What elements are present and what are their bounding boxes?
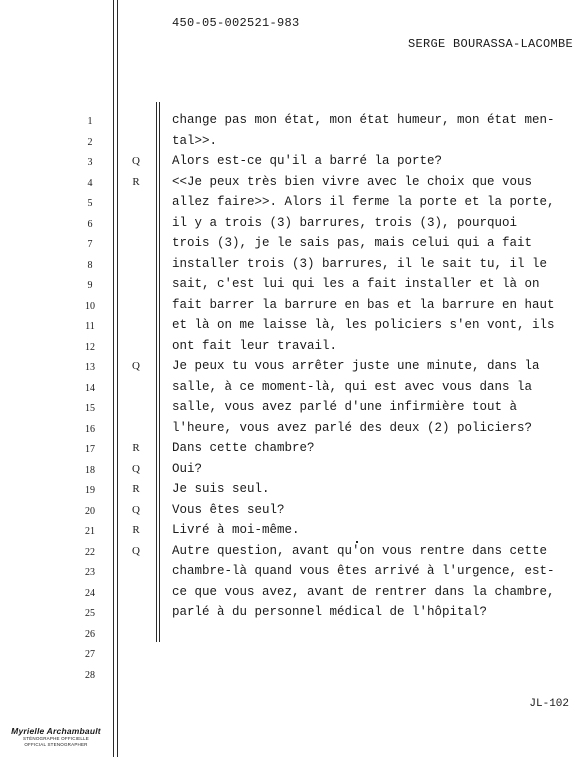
line-number: 15 bbox=[85, 403, 95, 414]
line-number: 6 bbox=[87, 218, 93, 230]
line-number: 13 bbox=[85, 362, 95, 373]
speaker-label: Q bbox=[132, 155, 140, 167]
speaker-label: Q bbox=[132, 462, 140, 475]
line-number: 10 bbox=[85, 300, 95, 312]
transcript-line: Dans cette chambre? bbox=[172, 441, 315, 455]
line-number: 2 bbox=[87, 136, 93, 148]
speaker-label: Q bbox=[132, 360, 140, 372]
transcript-line: Vous êtes seul? bbox=[172, 502, 285, 517]
line-number: 3 bbox=[87, 157, 93, 168]
line-number: 22 bbox=[85, 546, 95, 558]
line-number: 23 bbox=[85, 567, 95, 578]
line-number: 27 bbox=[85, 649, 95, 660]
transcript-line: sait, c'est lui qui les a fait installer et là on bbox=[172, 277, 540, 291]
line-number: 18 bbox=[85, 464, 95, 476]
transcript-line: l'heure, vous avez parlé des deux (2) policiers? bbox=[172, 420, 533, 435]
line-number: 8 bbox=[87, 259, 93, 271]
speaker-column-rule-right bbox=[159, 102, 160, 642]
line-number: 12 bbox=[85, 341, 95, 353]
line-number: 24 bbox=[85, 587, 95, 599]
speaker-label: R bbox=[132, 483, 140, 495]
speaker-label: R bbox=[132, 524, 140, 536]
transcript-line: parlé à du personnel médical de l'hôpital? bbox=[172, 605, 488, 619]
transcript-line: Oui? bbox=[172, 461, 203, 476]
transcript-line: Alors est-ce qu'il a barré la porte? bbox=[172, 154, 443, 168]
line-number: 17 bbox=[85, 444, 95, 455]
page-id: JL-102 bbox=[529, 698, 569, 710]
transcript-line: <<Je peux très bien vivre avec le choix que vous bbox=[172, 174, 533, 189]
transcript-line: salle, à ce moment-là, qui est avec vous dans la bbox=[172, 379, 533, 394]
line-number: 11 bbox=[85, 321, 95, 332]
transcript-line: allez faire>>. Alors il ferme la porte et la porte, bbox=[172, 195, 555, 209]
stenographer-stamp bbox=[2, 726, 110, 747]
transcript-line: ce que vous avez, avant de rentrer dans la chambre, bbox=[172, 584, 555, 599]
speaker-label: Q bbox=[132, 544, 140, 557]
stenographer-title-en: OFFICIAL STENOGRAPHER bbox=[24, 741, 88, 747]
line-number: 19 bbox=[85, 485, 95, 496]
line-number: 28 bbox=[85, 669, 95, 681]
line-number: 16 bbox=[85, 423, 95, 435]
transcript-line: et là on me laisse là, les policiers s'en vont, ils bbox=[172, 318, 555, 332]
stenographer-name: Myrielle Archambault bbox=[11, 726, 101, 736]
transcript-line: Autre question, avant qu'on vous rentre dans cette bbox=[172, 543, 548, 558]
transcript-line: tal>>. bbox=[172, 133, 218, 148]
stenographer-title-fr: STÉNOGRAPHE OFFICIELLE bbox=[23, 736, 89, 741]
line-number: 5 bbox=[87, 198, 93, 209]
transcript-line: Je peux tu vous arrêter juste une minute, dans la bbox=[172, 359, 540, 373]
witness-name: SERGE BOURASSA-LACOMBE bbox=[407, 37, 573, 51]
speaker-column-rule-left bbox=[156, 102, 157, 642]
speaker-label: R bbox=[132, 175, 140, 188]
line-number: 7 bbox=[87, 239, 93, 250]
margin-rule-left-outer bbox=[113, 0, 114, 757]
line-number: 25 bbox=[85, 608, 95, 619]
speaker-label: Q bbox=[132, 503, 140, 516]
transcript-line: ont fait leur travail. bbox=[172, 338, 338, 353]
line-number: 1 bbox=[87, 116, 93, 127]
transcript-line: installer trois (3) barrures, il le sait tu, il le bbox=[172, 256, 548, 271]
line-number: 20 bbox=[85, 505, 95, 517]
margin-rule-left-inner bbox=[117, 0, 118, 757]
transcript-line: fait barrer la barrure en bas et la barrure en haut bbox=[172, 297, 555, 312]
line-number: 14 bbox=[85, 382, 95, 394]
line-number: 21 bbox=[85, 526, 95, 537]
transcript-line: il y a trois (3) barrures, trois (3), pourquoi bbox=[172, 215, 518, 230]
line-number: 26 bbox=[85, 628, 95, 640]
transcript-line: Je suis seul. bbox=[172, 482, 270, 496]
speaker-label: R bbox=[132, 442, 140, 454]
transcript-line: salle, vous avez parlé d'une infirmière tout à bbox=[172, 400, 518, 414]
transcript-line: Livré à moi-même. bbox=[172, 523, 300, 537]
transcript-line: trois (3), je le sais pas, mais celui qui a fait bbox=[172, 236, 533, 250]
line-number: 4 bbox=[87, 177, 93, 189]
file-number: 450-05-002521-983 bbox=[172, 16, 300, 30]
stray-mark bbox=[356, 541, 358, 543]
transcript-line: change pas mon état, mon état humeur, mon état men- bbox=[172, 113, 555, 127]
transcript-line: chambre-là quand vous êtes arrivé à l'urgence, est- bbox=[172, 564, 555, 578]
line-number: 9 bbox=[87, 280, 93, 291]
